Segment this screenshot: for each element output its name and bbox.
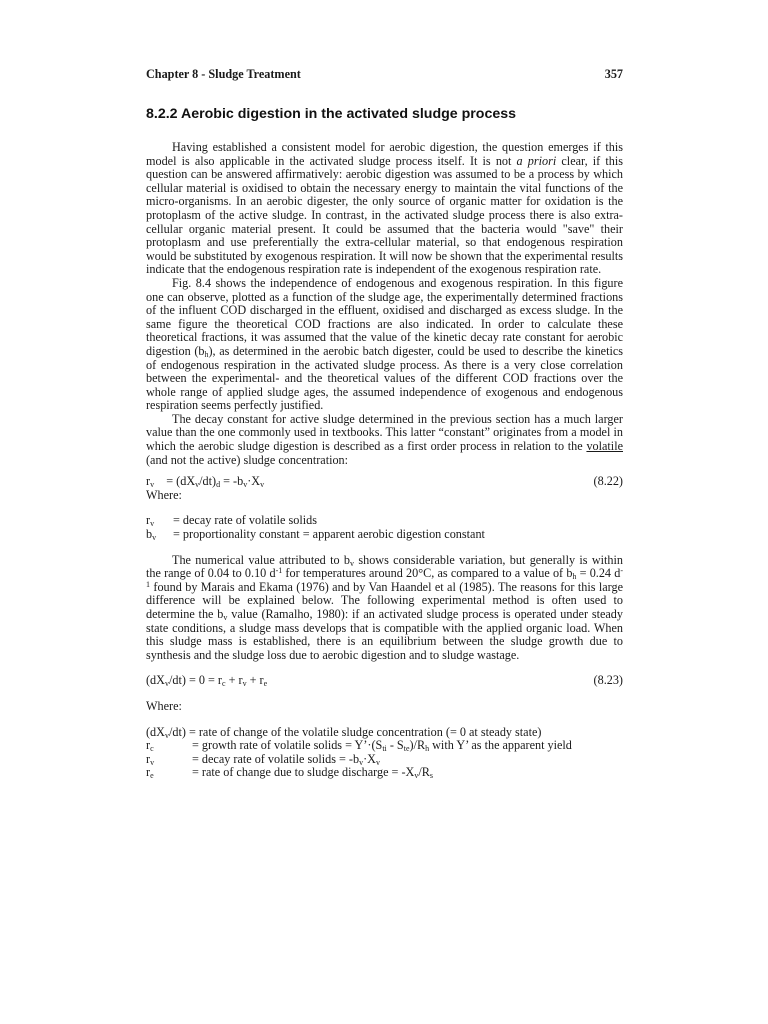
paragraph-4: The numerical value attributed to $b_v$ shows considerable variation, but generally is within the range of 0.04 to 0.10 $d^{-1}$ for temperatures around 20°C, as compared to a value of $b_h = 0.24$ $d^{-1}$ found by Marais and Ekama (1976) and by Van Haandel et al (1985). The reasons for this large difference will be explained below. The following experimental method is often used to determine the $b_v$ value (Ramalho, 1980): if an activated sludge process is operated under steady state conditions, a sludge mass develops that is compatible with the applied organic load. When this sludge mass is established, there is an equilibrium between the sludge growth due to synthesis and the sludge loss due to aerobic digestion and to sludge wastage. (146, 552, 623, 662)
definition-re (146, 766, 623, 780)
paragraph-1: Having established a consistent model for aerobic digestion, the question emerges if this model is also applicable in the activated sludge process itself. It is not a priori clear, if this question can be answered affirmatively: aerobic digestion was assumed to be a process by which cellular material is oxidised to obtain the necessary energy to maintain the vital functions of the micro-organisms. In an aerobic digester, the only source of organic matter for oxidation is the protoplasm of the active sludge. In contrast, in the activated sludge process there is also extra-cellular organic material present. It could be assumed that the bacteria would "save" their protoplasm and use preferentially the extra-cellular material, so that endogenous respiration would be substituted by exogenous respiration. It will now be shown that the experimental results indicate that the endogenous respiration rate is independent of the exogenous respiration rate. (146, 140, 623, 277)
body-text (146, 141, 623, 780)
equation-number: (8.23) (593, 673, 623, 688)
definition-text: = decay rate of volatile solids (173, 513, 317, 528)
symbol: $r_v$ (146, 751, 155, 767)
symbol: $(dX_v/dt)$ = rate of change of the volatile sludge concentration (= 0 at steady state) (146, 724, 542, 740)
chapter-title: Chapter 8 - Sludge Treatment (146, 67, 301, 81)
definition-bv (146, 528, 623, 542)
symbol: $b_v$ (146, 527, 157, 543)
equation-8-22-expression: $r_v$ = $(dX_v/dt)_d = -b_v\cdot X_v$ (146, 474, 265, 490)
definition-dxvdt (146, 726, 623, 740)
page-number: 357 (604, 67, 623, 81)
paragraph-3: The decay constant for active sludge determined in the previous section has a much larger value than the one commonly used in textbooks. This latter “constant” originates from a model in which the aerobic sludge digestion is described as a first order process in relation to the volatile (and not the active) sludge concentration: (146, 411, 623, 467)
symbol: $r_c$ (146, 738, 154, 754)
equation-number: (8.22) (593, 474, 623, 489)
equation-8-22 (146, 475, 623, 489)
definition-text: = decay rate of volatile solids = $-b_v\cdot X_v$ (192, 751, 380, 767)
equation-8-23-expression: $(dX_v/dt) = 0 = r_c + r_v + r_e$ (146, 673, 268, 689)
symbol: $r_e$ (146, 765, 154, 781)
definition-text: = growth rate of volatile solids = $Y’\cdot(S_{ti} - S_{te})/R_h$ with Y’ as the apparent yield (192, 738, 572, 754)
paragraph-2: Fig. 8.4 shows the independence of endogenous and exogenous respiration. In this figure one can observe, plotted as a function of the sludge age, the experimentally determined fractions of the influent COD discharged in the effluent, oxidised and discharged as excess sludge. In the same figure the theoretical COD fractions are also indicated. In order to calculate these theoretical fractions, it was assumed that the value of the kinetic decay rate constant for aerobic digestion $(b_h)$, as determined in the aerobic batch digester, could be used to describe the kinetics of endogenous respiration in the activated sludge process. As there is a very close correlation between the experimental- and the theoretical values of the different COD fractions over the whole range of applied sludge ages, the assumed independence of exogenous and endogenous respiration seems perfectly justified. (146, 275, 624, 413)
definition-text: = proportionality constant = apparent aerobic digestion constant (173, 527, 485, 542)
where-label: Where: (146, 487, 182, 502)
symbol: $r_v$ (146, 513, 155, 529)
definition-rv (146, 514, 623, 528)
definition-rc (146, 739, 623, 753)
equation-8-23 (146, 674, 623, 688)
where-label: Where: (146, 698, 182, 713)
section-title: 8.2.2 Aerobic digestion in the activated sludge process (146, 106, 517, 122)
definition-rv-2 (146, 753, 623, 767)
definition-text: = rate of change due to sludge discharge = $-X_v/R_s$ (192, 765, 433, 781)
